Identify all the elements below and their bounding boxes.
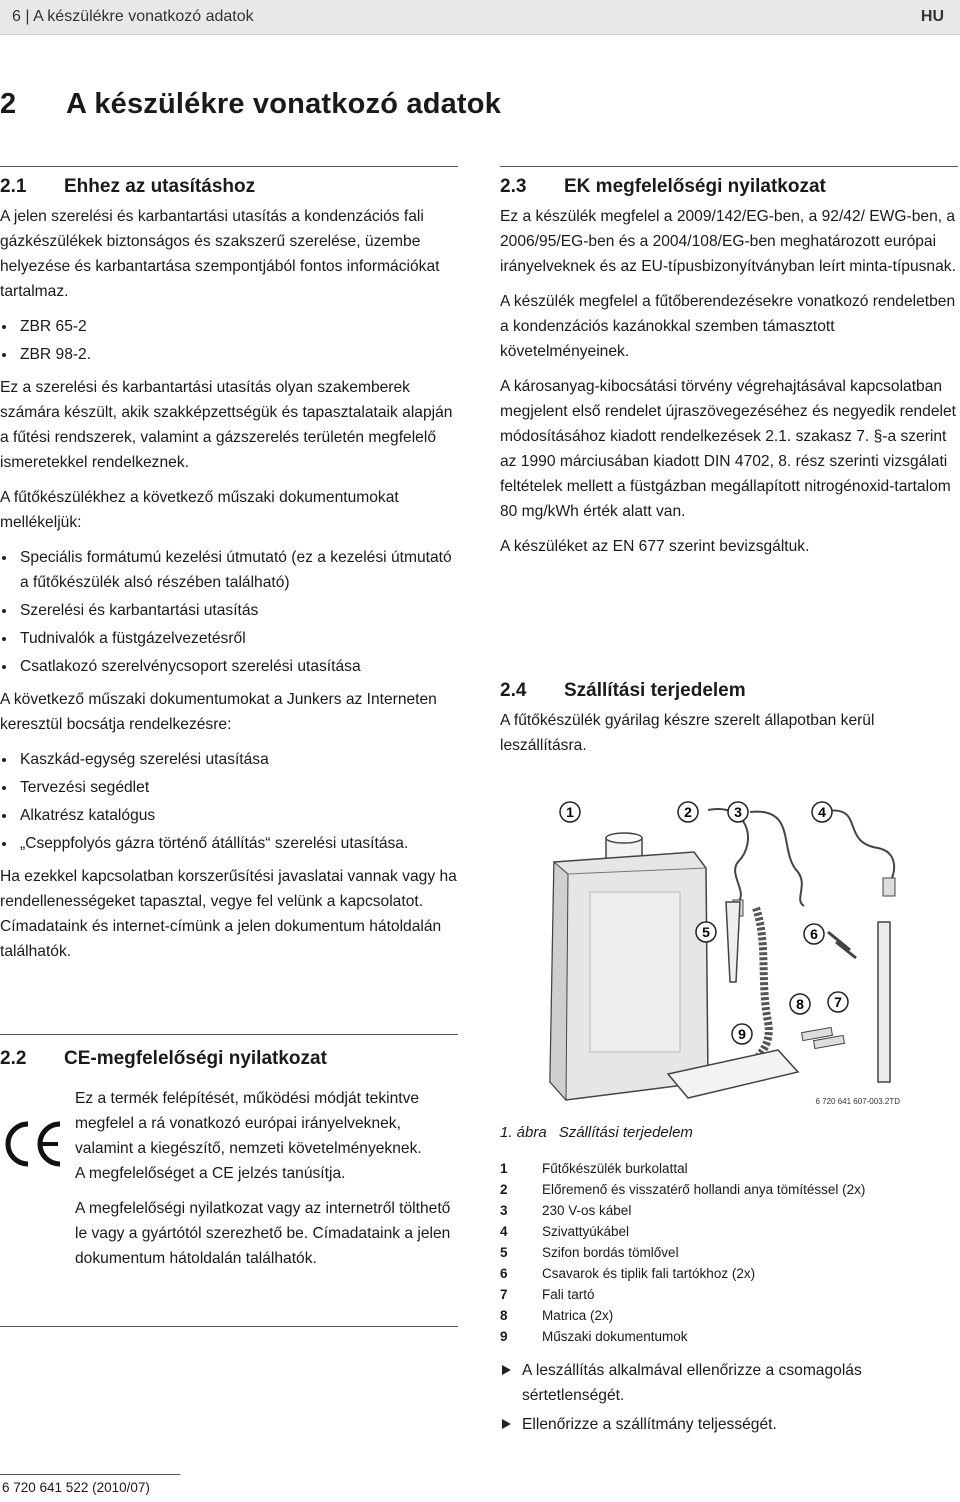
supplied-docs-list (0, 545, 458, 679)
section-number: 2.1 (0, 176, 27, 197)
section-divider (500, 166, 958, 167)
svg-text:2: 2 (684, 804, 692, 820)
footer-divider (0, 1474, 180, 1475)
callout-8 (790, 994, 810, 1014)
section-divider (0, 166, 458, 167)
paragraph: A készüléket az EN 677 szerint bevizsgáltuk. (500, 538, 810, 555)
legend-text: Szifon bordás tömlővel (542, 1245, 679, 1260)
paragraph: Ez a termék felépítését, működési módját tekintve megfelel a rá vonatkozó európai irányelveknek, valamint a kiegészítő, nemzeti követelményeknek. (75, 1090, 422, 1157)
chapter-title-text: A készülékre vonatkozó adatok (66, 88, 502, 120)
action-item: A leszállítás alkalmával ellenőrizze a csomagolás sértetlenségét. (500, 1358, 940, 1408)
svg-text:9: 9 (738, 1026, 746, 1042)
paragraph: Ez a szerelési és karbantartási utasítás olyan szakemberek számára készült, akik szakképzettségük és tapasztalataik alapján a fűtési rendszerek, valamint a gázszerelés területén megfelelő ismeretekkel rendelkeznek. (0, 379, 453, 471)
action-steps (500, 1358, 940, 1441)
legend-text: Fali tartó (542, 1287, 595, 1302)
delivery-scope-figure (498, 782, 938, 1112)
section-heading (500, 678, 958, 704)
legend-number: 5 (500, 1245, 508, 1260)
ce-mark-icon (2, 1118, 66, 1170)
legend-text: Előremenő és visszatérő hollandi anya tömítéssel (2x) (542, 1182, 866, 1197)
list-item: Csatlakozó szerelvénycsoport szerelési utasítása (0, 654, 458, 679)
legend-row (500, 1200, 865, 1221)
paragraph: A fűtőkészülékhez a következő műszaki dokumentumokat mellékeljük: (0, 489, 399, 531)
legend-row (500, 1179, 865, 1200)
section-2-2-heading (0, 1046, 458, 1076)
section-heading (500, 174, 958, 200)
legend-number: 9 (500, 1329, 508, 1344)
section-title: CE-megfelelőségi nyilatkozat (64, 1048, 327, 1069)
legend-text: Műszaki dokumentumok (542, 1329, 688, 1344)
section-heading (0, 1046, 458, 1072)
section-2-1 (0, 174, 458, 974)
callout-3 (728, 802, 748, 822)
list-item: Tervezési segédlet (0, 775, 458, 800)
action-list (500, 1358, 940, 1437)
figure-caption (500, 1124, 705, 1141)
figure-caption-text: Szállítási terjedelem (558, 1124, 693, 1141)
section-heading (0, 174, 458, 200)
legend-row (500, 1326, 865, 1347)
section-number: 2.3 (500, 176, 527, 197)
legend-number: 1 (500, 1161, 508, 1176)
legend-row (500, 1305, 865, 1326)
document-number: 6 720 641 522 (2010/07) (2, 1480, 150, 1495)
callout-6 (804, 924, 824, 944)
legend-row (500, 1284, 865, 1305)
section-divider (0, 1034, 458, 1035)
figure-code: 6 720 641 607-003.2TD (815, 1097, 900, 1106)
legend-text: Matrica (2x) (542, 1308, 614, 1323)
legend-text: Szivattyúkábel (542, 1224, 630, 1239)
svg-text:5: 5 (702, 924, 710, 940)
figure-number: 1. ábra (500, 1124, 547, 1141)
legend-text: Csavarok és tiplik fali tartókhoz (2x) (542, 1266, 756, 1281)
paragraph: A megfelelőségi nyilatkozat vagy az internetről tölthető le vagy a gyártótól szerezhető be. Címadataink a jelen dokumentum hátoldalán találhatók. (75, 1200, 451, 1267)
paragraph: A károsanyag-kibocsátási törvény végrehajtásával kapcsolatban megjelent első rendelet újraszövegezéséhez és negyedik rendelet módosításához kiadott rendelkezések 2.1. szakasz 7. §-a szerint az 1990 márciusában kiadott DIN 4702, 8. rész szerinti vizsgálati feltételek mellett a füstgázban megállapított nitrogénoxid-tartalom 80 mg/kWh érték alatt van. (500, 378, 956, 520)
callout-5 (696, 922, 716, 942)
list-item: ZBR 65-2 (0, 314, 458, 339)
callout-1 (560, 802, 580, 822)
list-item: Alkatrész katalógus (0, 803, 458, 828)
list-item: Szerelési és karbantartási utasítás (0, 598, 458, 623)
header-language: HU (920, 8, 944, 25)
legend-row (500, 1242, 865, 1263)
list-item: Speciális formátumú kezelési útmutató (ez a kezelési útmutató a fűtőkészülék alsó részében található) (0, 545, 458, 595)
svg-text:6: 6 (810, 926, 818, 942)
figure-legend (500, 1158, 865, 1347)
section-2-4 (500, 678, 958, 768)
delivery-illustration (498, 782, 938, 1112)
section-title: Ehhez az utasításhoz (64, 176, 256, 197)
legend-number: 7 (500, 1287, 508, 1302)
callout-7 (828, 992, 848, 1012)
chapter-number: 2 (0, 88, 17, 120)
svg-text:4: 4 (818, 804, 826, 820)
section-title: Szállítási terjedelem (564, 680, 746, 701)
section-2-2-body (75, 1086, 455, 1281)
paragraph: A készülék megfelel a fűtőberendezésekre vonatkozó rendeletben a kondenzációs kazánokkal szemben támasztott követelményeinek. (500, 293, 956, 360)
paragraph: A fűtőkészülék gyárilag készre szerelt állapotban kerül leszállításra. (500, 712, 875, 754)
paragraph: Ha ezekkel kapcsolatban korszerűsítési javaslatai vannak vagy ha rendellenességeket tapasztal, vegye fel velünk a kapcsolatot. Címadataink és internet-címünk a jelen dokumentum hátoldalán találhatók. (0, 868, 457, 960)
chapter-title (0, 88, 501, 121)
svg-text:1: 1 (566, 804, 574, 820)
callout-4 (812, 802, 832, 822)
legend-text: Fűtőkészülék burkolattal (542, 1161, 688, 1176)
list-item: Tudnivalók a füstgázelvezetésről (0, 626, 458, 651)
section-title: EK megfelelőségi nyilatkozat (564, 176, 826, 197)
callout-2 (678, 802, 698, 822)
action-item: Ellenőrizze a szállítmány teljességét. (500, 1412, 940, 1437)
page-header (0, 0, 960, 35)
section-number: 2.4 (500, 680, 527, 701)
legend-number: 3 (500, 1203, 508, 1218)
model-list (0, 314, 458, 367)
list-item: „Cseppfolyós gázra történő átállítás“ szerelési utasítása. (0, 831, 458, 856)
legend-number: 6 (500, 1266, 508, 1281)
ce-mark-logo (2, 1118, 66, 1175)
legend-number: 2 (500, 1182, 508, 1197)
svg-text:7: 7 (834, 994, 842, 1010)
legend-row (500, 1158, 865, 1179)
paragraph: A jelen szerelési és karbantartási utasítás a kondenzációs fali gázkészülékek biztonságos és szakszerű szerelése, üzembe helyezése és karbantartása szempontjából fontos információkat tartalmaz. (0, 208, 440, 300)
boiler-unit (550, 833, 708, 1100)
legend-text: 230 V-os kábel (542, 1203, 632, 1218)
svg-text:3: 3 (734, 804, 742, 820)
online-docs-list (0, 747, 458, 856)
section-divider (0, 1326, 458, 1327)
svg-text:8: 8 (796, 996, 804, 1012)
callout-9 (732, 1024, 752, 1044)
legend-row (500, 1221, 865, 1242)
header-page-label: 6 | A készülékre vonatkozó adatok (12, 8, 254, 25)
legend-number: 4 (500, 1224, 508, 1239)
section-number: 2.2 (0, 1048, 27, 1069)
paragraph: Ez a készülék megfelel a 2009/142/EG-ben, a 92/42/ EWG-ben, a 2006/95/EG-ben és a 2004/108/EG-ben meghatározott európai irányelveknek és az EU-típusbizonyítványban leírt minta-típusnak. (500, 208, 956, 275)
section-2-3 (500, 174, 958, 569)
list-item: Kaszkád-egység szerelési utasítása (0, 747, 458, 772)
list-item: ZBR 98-2. (0, 342, 458, 367)
legend-number: 8 (500, 1308, 508, 1323)
paragraph: A megfelelőséget a CE jelzés tanúsítja. (75, 1165, 346, 1182)
legend-row (500, 1263, 865, 1284)
paragraph: A következő műszaki dokumentumokat a Junkers az Interneten keresztül bocsátja rendelkezésre: (0, 691, 437, 733)
